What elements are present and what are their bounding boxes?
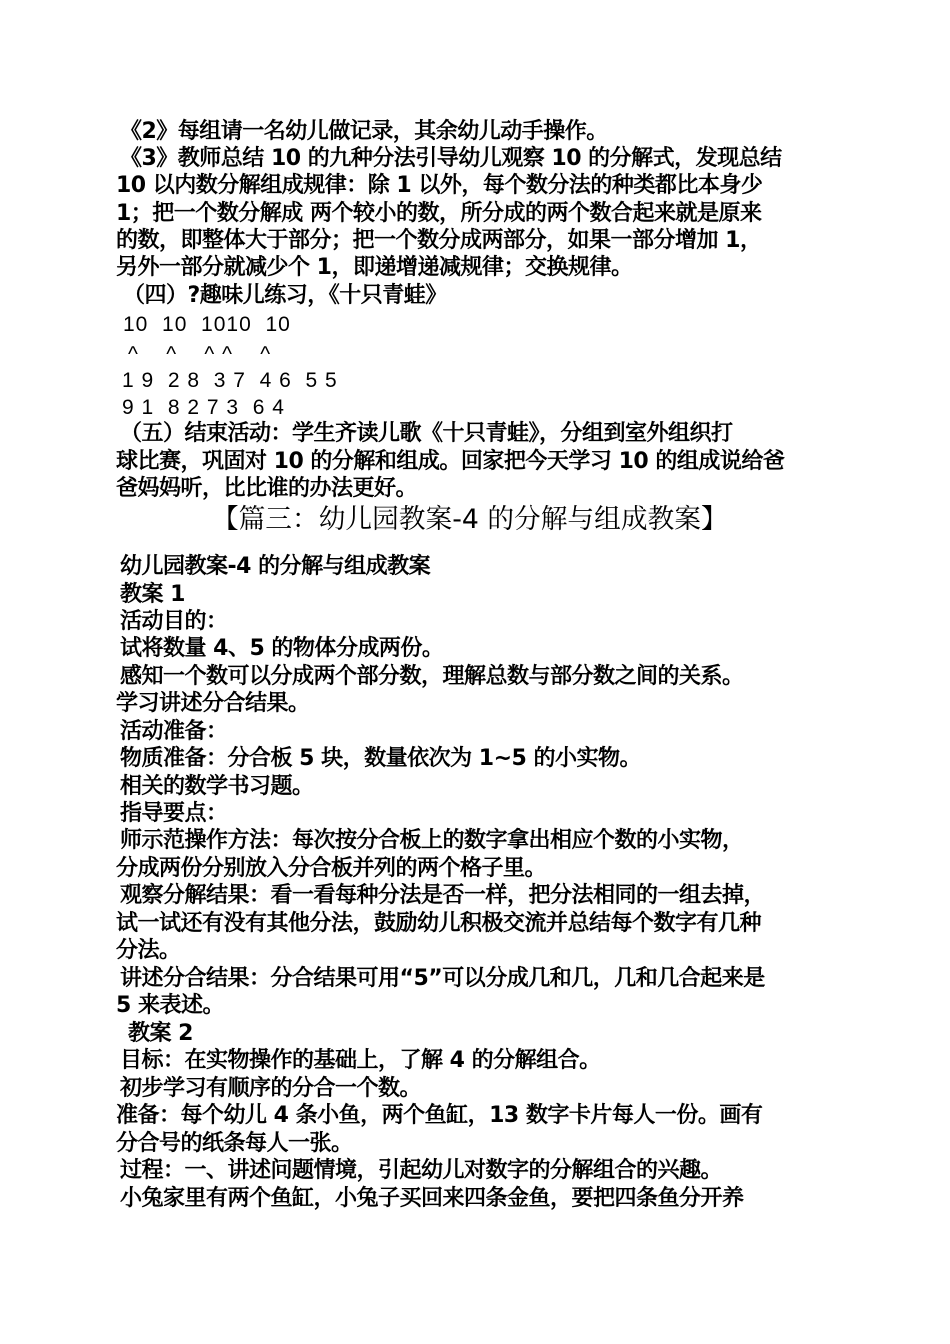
text-line: 分成两份分别放入分合板并列的两个格子里。: [116, 856, 547, 881]
text-line: 试一试还有没有其他分法，鼓励幼儿积极交流并总结每个数字有几种: [116, 911, 762, 936]
text-line: 分法。: [116, 938, 181, 963]
text-line: 观察分解结果：看一看每种分法是否一样，把分法相同的一组去掉，: [120, 883, 766, 908]
text-line: 《3》教师总结 10 的九种分法引导幼儿观察 10 的分解式，发现总结: [120, 146, 782, 171]
text-line: 物质准备：分合板 5 块，数量依次为 1~5 的小实物。: [120, 746, 641, 771]
number-row: 9 1 8 2 7 3 6 4: [122, 396, 285, 419]
text-line: 另外一部分就减少个 1，即递增递减规律；交换规律。: [116, 255, 633, 280]
text-line: 过程：一、讲述问题情境，引起幼儿对数字的分解组合的兴趣。: [120, 1158, 723, 1183]
text-line: 的数，即整体大于部分；把一个数分成两部分，如果一部分增加 1，: [116, 228, 762, 253]
text-line: （四）?趣味儿练习，《十只青蛙》: [123, 283, 447, 308]
text-line: 学习讲述分合结果。: [116, 691, 310, 716]
text-line: 目标：在实物操作的基础上，了解 4 的分解组合。: [120, 1048, 601, 1073]
text-line: 《2》每组请一名幼儿做记录，其余幼儿动手操作。: [120, 119, 608, 144]
text-line: 师示范操作方法：每次按分合板上的数字拿出相应个数的小实物，: [120, 828, 744, 853]
text-line: 教案 1: [120, 582, 185, 607]
text-line: 教案 2: [128, 1021, 193, 1046]
text-line: 活动目的：: [120, 609, 228, 634]
text-line: 指导要点：: [120, 801, 228, 826]
text-line: 讲述分合结果：分合结果可用“5”可以分成几和几，几和几合起来是: [120, 966, 765, 991]
number-row: 10 10 1010 10: [123, 313, 291, 336]
text-line: 幼儿园教案-4 的分解与组成教案: [120, 554, 431, 579]
text-line: （五）结束活动：学生齐读儿歌《十只青蛙》，分组到室外组织打: [120, 421, 733, 446]
text-line: 1；把一个数分解成 两个较小的数，所分成的两个数合起来就是原来: [116, 201, 762, 226]
text-line: 活动准备：: [120, 719, 228, 744]
number-row: ^ ^ ^ ^ ^: [128, 343, 272, 366]
text-line: 爸妈妈听，比比谁的办法更好。: [116, 476, 418, 501]
text-line: 5 来表述。: [116, 993, 224, 1018]
text-line: 分合号的纸条每人一张。: [116, 1131, 353, 1156]
text-line: 准备：每个幼儿 4 条小鱼，两个鱼缸，13 数字卡片每人一份。画有: [116, 1103, 763, 1128]
text-line: 10 以内数分解组成规律：除 1 以外，每个数分法的种类都比本身少: [116, 173, 763, 198]
text-line: 小兔家里有两个鱼缸，小兔子买回来四条金鱼，要把四条鱼分开养: [120, 1186, 744, 1211]
text-line: 相关的数学书习题。: [120, 774, 314, 799]
text-line: 试将数量 4、5 的物体分成两份。: [120, 636, 444, 661]
text-line: 初步学习有顺序的分合一个数。: [120, 1076, 422, 1101]
text-line: 感知一个数可以分成两个部分数，理解总数与部分数之间的关系。: [120, 664, 744, 689]
text-line: 球比赛，巩固对 10 的分解和组成。回家把今天学习 10 的组成说给爸: [116, 449, 785, 474]
number-row: 1 9 2 8 3 7 4 6 5 5: [122, 369, 338, 392]
section-heading: 【篇三：幼儿园教案-4 的分解与组成教案】: [211, 504, 728, 535]
